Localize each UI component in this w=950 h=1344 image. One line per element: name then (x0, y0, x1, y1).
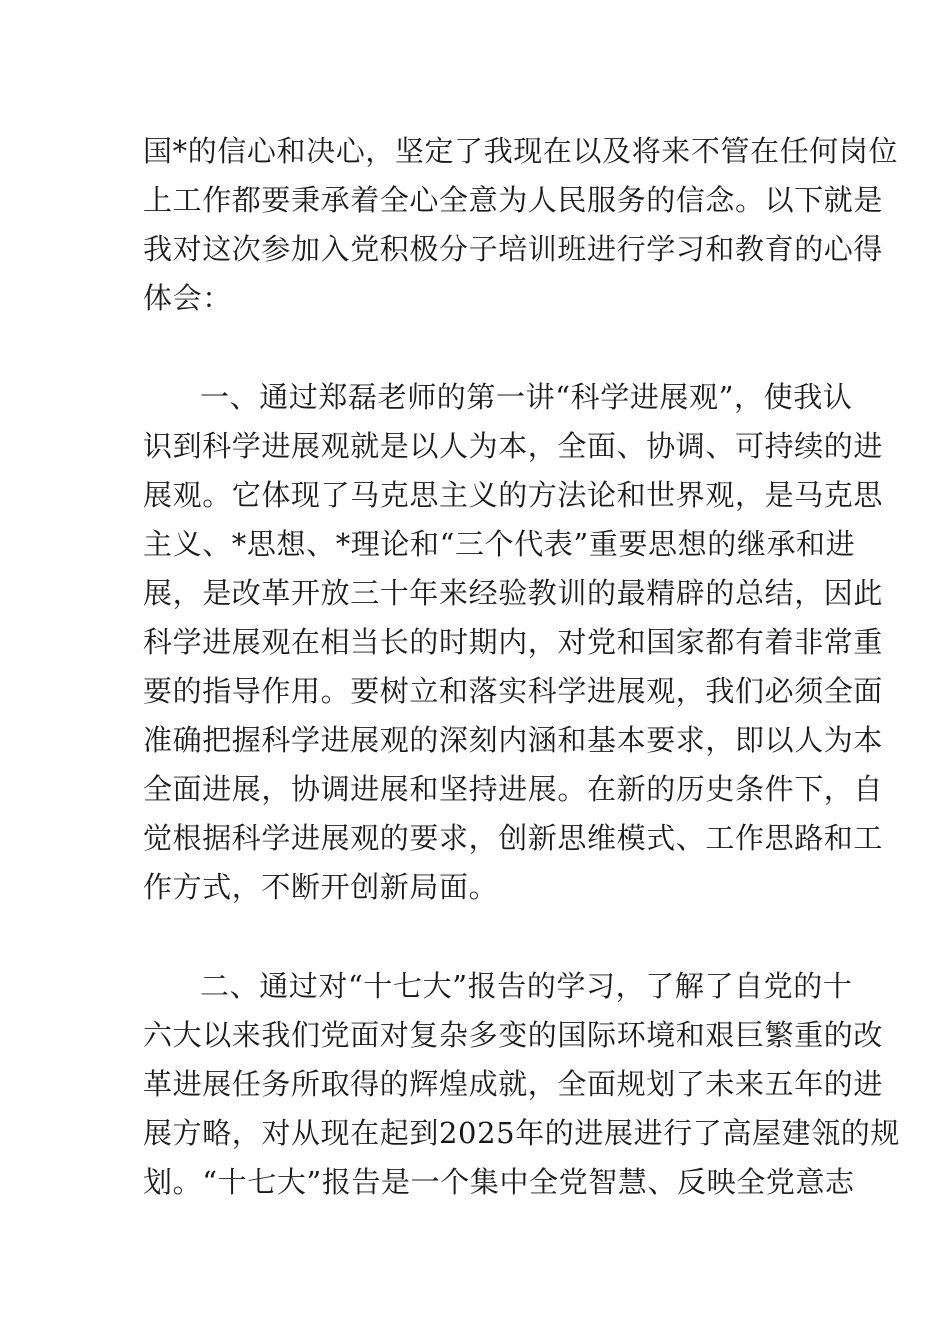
text-line: 展观。它体现了马克思主义的方法论和世界观，是马克思 (143, 478, 884, 512)
text-line: 觉根据科学进展观的要求，创新思维模式、工作思路和工 (143, 821, 884, 855)
text-line: 上工作都要秉承着全心全意为人民服务的信念。以下就是 (143, 183, 884, 217)
text-line: 一、通过郑磊老师的第一讲“科学进展观”，使我认 (200, 380, 853, 414)
text-line: 全面进展，协调进展和坚持进展。在新的历史条件下，自 (143, 772, 884, 806)
text-line: 革进展任务所取得的辉煌成就，全面规划了未来五年的进 (143, 1067, 884, 1101)
text-line: 二、通过对“十七大”报告的学习，了解了自党的十 (200, 969, 853, 1003)
text-line: 展，是改革开放三十年来经验教训的最精辟的总结，因此 (143, 576, 884, 610)
text-line: 六大以来我们党面对复杂多变的国际环境和艰巨繁重的改 (143, 1018, 884, 1052)
text-line: 准确把握科学进展观的深刻内涵和基本要求，即以人为本 (143, 723, 884, 757)
text-line: 展方略，对从现在起到2025年的进展进行了高屋建瓴的规 (143, 1116, 901, 1150)
text-line: 划。“十七大”报告是一个集中全党智慧、反映全党意志 (143, 1165, 855, 1199)
text-line: 科学进展观在相当长的时期内，对党和国家都有着非常重 (143, 625, 884, 659)
text-line: 主义、*思想、*理论和“三个代表”重要思想的继承和进 (143, 527, 856, 561)
text-line: 作方式，不断开创新局面。 (143, 870, 499, 904)
text-line: 要的指导作用。要树立和落实科学进展观，我们必须全面 (143, 674, 884, 708)
text-line: 国*的信心和决心，坚定了我现在以及将来不管在任何岗位 (143, 134, 899, 168)
text-line: 识到科学进展观就是以人为本，全面、协调、可持续的进 (143, 429, 884, 463)
text-line: 我对这次参加入党积极分子培训班进行学习和教育的心得 (143, 232, 884, 266)
text-line: 体会： (143, 281, 232, 315)
